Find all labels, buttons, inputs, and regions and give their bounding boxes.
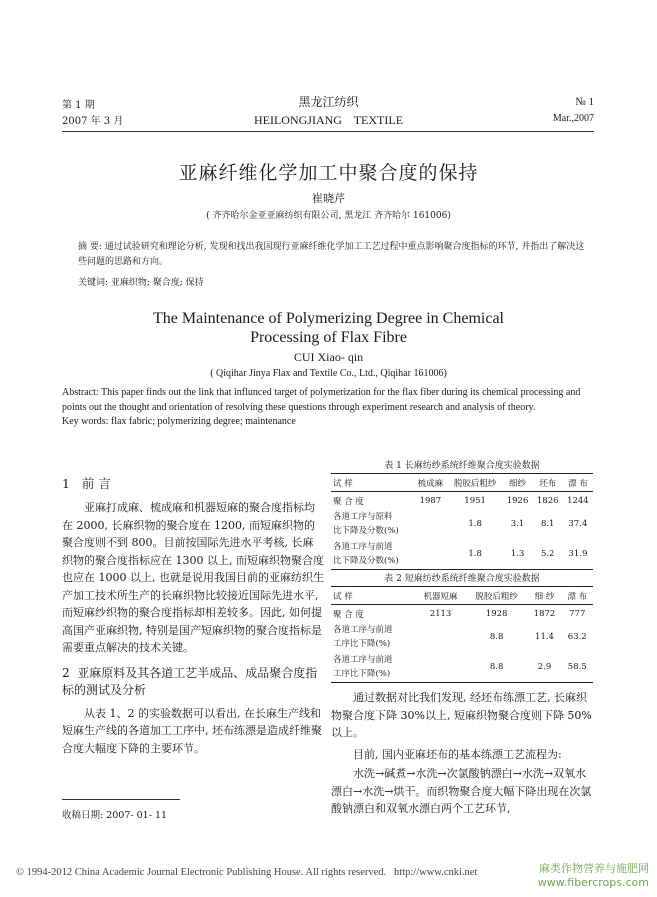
date-cn: 2007 年 3 月	[62, 116, 124, 127]
table-1-header-cell: 脱胶后粗纱	[453, 478, 497, 489]
table-2-cell: 8.8	[489, 632, 504, 642]
table-2-row-label: 聚 合 度	[333, 609, 364, 620]
table-2-row	[331, 605, 593, 623]
footnote-rule	[62, 799, 180, 800]
table-1-cell: 1926	[506, 495, 529, 506]
abstract-en: Abstract: This paper finds out the link that influnced target of polymerization for the flax fiber during its chemical processing and points out the thought and orientation of resolving these questions through experiment research and analysis of theory.	[62, 387, 581, 413]
received-date: 收稿日期: 2007- 01- 11	[62, 810, 168, 821]
table-1-caption: 表 1 长麻纺纱系统纤维聚合度实验数据	[384, 461, 540, 471]
table-1-header-cell: 坯布	[539, 478, 557, 489]
table-1-row-label: 各道工序与原料 比下降及分数(%)	[333, 512, 399, 536]
table-2-row	[331, 622, 593, 652]
table-1-cell: 1.8	[468, 519, 482, 529]
section-2-title: 亚麻原料及其各道工艺半成品、成品聚合度指标的测试及分析	[62, 665, 318, 697]
table-1-header-row	[331, 474, 593, 492]
table-1-cell: 37.4	[568, 519, 588, 529]
table-2-row-label: 各道工序与前道 工序比下降(%)	[333, 655, 393, 679]
table-2-cell: 777	[569, 608, 586, 619]
section-2-number: 2	[62, 665, 70, 680]
table-1-row	[331, 509, 593, 539]
right-paragraph-1: 通过数据对比我们发现, 经坯布练漂工艺, 长麻织物聚合度下降 30%以上, 短麻织物聚合度则下降 50%以上。	[331, 691, 592, 739]
title-en-line1: The Maintenance of Polymerizing Degree in Chemical	[153, 310, 504, 327]
watermark-cn: 麻类作物营养与施肥网	[539, 862, 649, 875]
section-1-title: 前 言	[81, 476, 111, 491]
table-1-row-label: 聚 合 度	[333, 496, 364, 507]
table-1-cell: 1.8	[468, 549, 482, 559]
table-2-header-cell: 脱胶后粗纱	[475, 591, 518, 602]
keywords-en: Key words: flax fabric; polymerizing degree; maintenance	[62, 416, 296, 427]
keywords-cn: 关键词: 亚麻织物; 聚合度; 保持	[78, 278, 204, 288]
author-cn: 崔晓芹	[312, 192, 345, 205]
table-2-cell: 1872	[533, 608, 556, 619]
journal-name-en: HEILONGJIANG TEXTILE	[253, 113, 404, 127]
table-1-cell: 3.1	[510, 519, 525, 529]
table-2-header-row	[331, 587, 593, 605]
table-1-cell: 1826	[536, 495, 559, 506]
table-2-cell: 63.2	[567, 632, 587, 642]
table-1-row	[331, 492, 593, 510]
table-1-header-cell: 梳成麻	[417, 478, 444, 489]
section-1-number: 1	[62, 476, 70, 491]
table-2-cell: 2.9	[537, 662, 552, 672]
header-rule	[62, 131, 594, 132]
table-1-row-label: 各道工序与前道 比下降及分数(%)	[333, 542, 399, 566]
right-column	[331, 459, 593, 818]
table-2-cell: 11.4	[535, 632, 554, 642]
table-2-row-label: 各道工序与前道 工序比下降(%)	[333, 625, 393, 649]
table-2-header-cell: 试 样	[333, 591, 353, 602]
issue-cn: 第 1 期	[62, 100, 95, 111]
section-2-heading	[62, 665, 324, 699]
table-2-row	[331, 652, 593, 683]
table-1	[331, 473, 593, 570]
watermark-url: www.fibercrops.com	[537, 876, 649, 889]
table-1-cell: 1987	[419, 495, 442, 506]
watermark	[538, 862, 649, 890]
table-2-cell	[415, 622, 465, 652]
right-paragraph-2: 目前, 国内亚麻坯布的基本练漂工艺流程为:	[353, 747, 562, 761]
right-paragraph-3: 水洗→碱煮→水洗→次氯酸钠漂白→水洗→双氧水漂白→水洗→烘干。而织物聚合度大幅下降出现在次氯酸钠漂白和双氧水漂白两个工艺环节,	[331, 767, 592, 815]
copyright-line	[16, 867, 477, 878]
table-1-header-cell: 细纱	[509, 478, 527, 489]
table-1-cell: 5.2	[540, 549, 555, 559]
author-en: CUI Xiao- qin	[293, 350, 364, 364]
section-1-paragraph: 亚麻打成麻、梳成麻和机器短麻的聚合度指标均在 2000, 长麻织物的聚合度在 1200, 而短麻织物的聚合度则不到 800。目前按国际先进水平考核, 长麻织物的聚合度指标应在 1300 以上, 而短麻织物聚合度也应在 1000 以上, 也就是说用我国目前的亚麻纺织生产加工技术所生产的长麻织物比较接近国际先进水平, 而短麻纱织物的聚合度指标却相差较多。因此, 如何提高国产亚麻织物, 特别是国产短麻织物的聚合度指标是需要重点解决的技术关键。	[62, 501, 324, 654]
table-1-row	[331, 539, 593, 570]
title-en-line2: Processing of Flax Fibre	[250, 329, 407, 346]
table-2-caption: 表 2 短麻纺纱系统纤维聚合度实验数据	[384, 574, 540, 584]
table-1-cell: 8.1	[540, 519, 555, 529]
table-2-cell	[415, 652, 465, 683]
cnki-link[interactable]: http://www.cnki.net	[394, 867, 478, 878]
affiliation-cn: ( 齐齐哈尔金亚亚麻纺织有限公司, 黑龙江 齐齐哈尔 161006)	[206, 211, 451, 221]
table-1-header-cell: 试 样	[333, 478, 353, 489]
section-2-paragraph: 从表 1、2 的实验数据可以看出, 在长麻生产线和短麻生产线的各道加工工序中, 坯布练漂是造成纤维聚合度大幅度下降的主要环节。	[62, 706, 322, 755]
table-1-cell	[413, 539, 448, 570]
table-2-cell: 8.8	[489, 662, 504, 672]
affiliation-en: ( Qiqihar Jinya Flax and Textile Co., Ltd., Qiqihar 161006)	[210, 368, 447, 379]
table-2-cell: 58.5	[567, 662, 587, 672]
issue-en: № 1	[575, 96, 594, 108]
date-en: Mar.,2007	[552, 113, 594, 124]
table-1-cell: 31.9	[568, 549, 588, 559]
section-1-heading	[62, 474, 324, 492]
table-1-cell: 1.3	[510, 549, 525, 559]
table-2-cell: 2113	[429, 608, 452, 619]
title-cn: 亚麻纤维化学加工中聚合度的保持	[178, 162, 479, 184]
table-1-cell	[413, 509, 448, 539]
journal-name-cn: 黑龙江纺织	[298, 95, 359, 109]
table-2	[331, 586, 593, 683]
table-1-header-cell: 漂 布	[568, 478, 588, 489]
abstract-cn: 摘 要: 通过试验研究和理论分析, 发现和找出我国现行亚麻纤维化学加工工艺过程中重点影响聚合度指标的环节, 并指出了解决这些问题的思路和方向。	[78, 242, 585, 267]
table-1-cell: 1244	[567, 495, 589, 506]
table-2-header-cell: 细 纱	[534, 591, 555, 602]
table-2-cell: 1928	[485, 608, 508, 619]
table-2-header-cell: 机器短麻	[423, 591, 458, 602]
copyright-text: © 1994-2012 China Academic Journal Electronic Publishing House. All rights reserved.	[16, 867, 387, 878]
left-column	[62, 474, 324, 757]
table-1-cell: 1951	[464, 495, 486, 506]
table-2-header-cell: 漂 布	[567, 591, 588, 602]
